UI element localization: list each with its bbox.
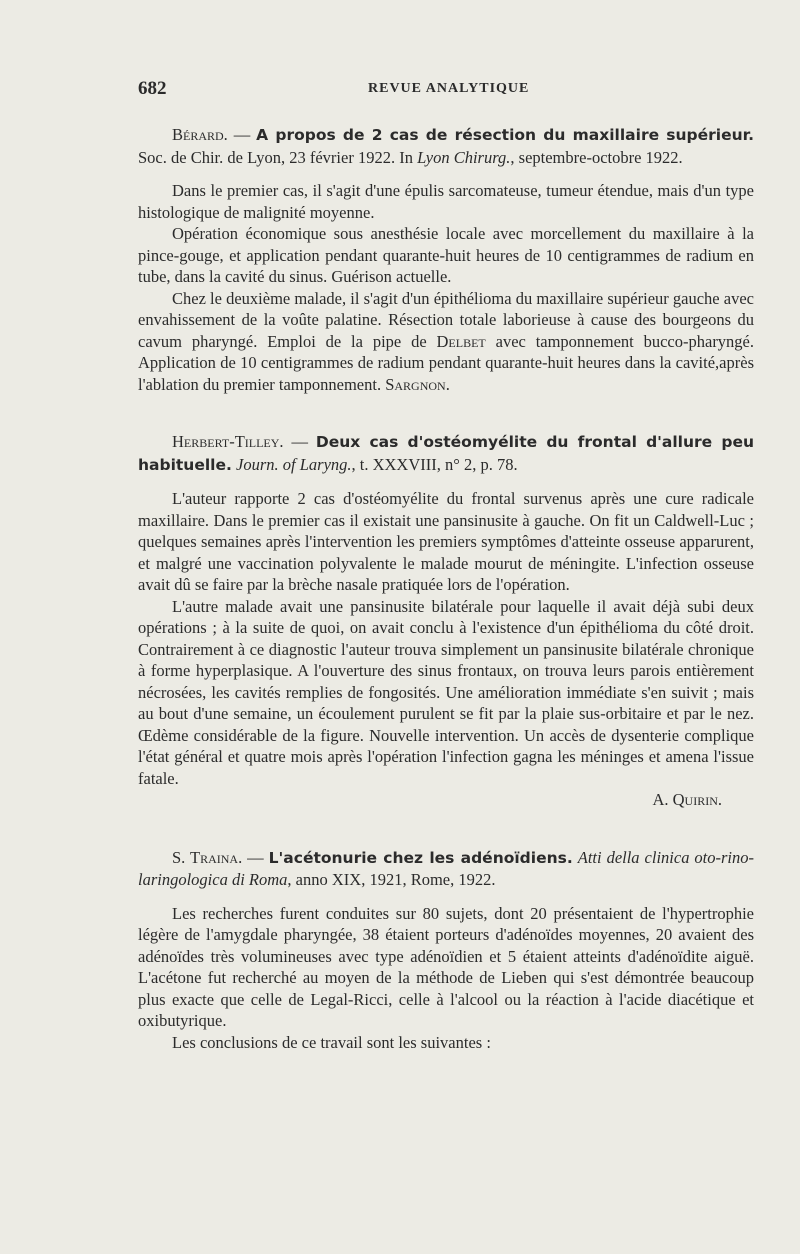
citation-details: , t. XXXVIII, n° 2, p. 78. bbox=[351, 454, 518, 474]
citation-author: S. Traina. bbox=[172, 847, 243, 867]
page-content bbox=[138, 124, 754, 1067]
running-title: REVUE ANALYTIQUE bbox=[368, 81, 530, 96]
review-entry-berard bbox=[138, 124, 754, 395]
citation bbox=[138, 124, 754, 168]
article-title: Deux cas d'ostéomyélite du frontal d'allure peu habituelle. bbox=[138, 433, 755, 474]
citation-details: , septembre-octobre 1922. bbox=[510, 147, 683, 167]
citation-details: , anno XIX, 1921, Rome, 1922. bbox=[287, 870, 496, 889]
citation-dash: — bbox=[242, 847, 269, 867]
paragraph: Dans le premier cas, il s'agit d'une épulis sarcomateuse, tumeur étendue, mais d'un type histologique de malignité moyenne. bbox=[138, 181, 754, 222]
citation-author: Herbert-Tilley. bbox=[172, 432, 284, 451]
cited-name: Delbet bbox=[436, 331, 486, 351]
citation bbox=[138, 847, 754, 891]
reviewer-signature: Sargnon. bbox=[385, 374, 450, 394]
journal-name: Lyon Chirurg. bbox=[417, 147, 511, 167]
paragraph: L'autre malade avait une pansinusite bilatérale pour laquelle il avait déjà subi deux opérations ; à la suite de quoi, on avait conclu à l'existence d'un épithélioma du côté droit. Contrairement à ce diagnostic l'auteur trouva simplement un pansinusite bilatérale chronique à forme hyperplasique. A l'ouverture des sinus frontaux, on trouva leurs parois entièrement nécrosées, les cavités remplies de fongosités. Une amélioration immédiate s'en suivit ; mais au bout d'une semaine, un écoulement purulent se fit par la plaie sus-orbitaire et par le nez. Œdème considérable de la figure. Nouvelle intervention. Un accès de dysenterie complique l'état général et quatre mois après l'opération l'infection gagna les méninges et amena l'issue fatale. bbox=[138, 596, 754, 788]
paragraph bbox=[138, 288, 754, 396]
review-entry-traina bbox=[138, 847, 754, 1054]
review-entry-herbert-tilley bbox=[138, 431, 754, 811]
paragraph-text: avec tamponnement bucco-pharyngé. Application de 10 centigrammes de radium pendant quarante-huit heures dans la cavité,après l'ablation du premier tamponnement. bbox=[138, 331, 755, 394]
paragraph: Opération économique sous anesthésie locale avec morcellement du maxillaire à la pince-gouge, et application pendant quarante-huit heures de 10 centigrammes de radium en tube, dans la cavité du sinus. Guérison actuelle. bbox=[138, 224, 754, 286]
citation-author: Bérard. bbox=[172, 125, 228, 144]
citation-dash: — bbox=[227, 125, 257, 144]
citation bbox=[138, 431, 754, 476]
paragraph: Les recherches furent conduites sur 80 sujets, dont 20 présentaient de l'hypertrophie légère de l'amygdale pharyngée, 38 étaient porteurs d'adénoïdes moyennes, 20 avaient des adénoïdes très volumineuses avec type adénoïdien et 5 étaient atteints d'adénoïdite aiguë. L'acétone fut recherché au moyen de la méthode de Lieben qui s'est démontrée beaucoup plus exacte que celle de Legal-Ricci, celle à l'alcool ou la réaction à l'acide diacétique et oxibutyrique. bbox=[138, 903, 754, 1030]
journal-name: Atti della clinica oto-rino-laringologica di Roma bbox=[138, 847, 755, 889]
reviewer-signature: A. Quirin. bbox=[652, 790, 722, 809]
page-number: 682 bbox=[138, 78, 167, 99]
page-header bbox=[138, 78, 758, 102]
journal-name: Journ. of Laryng. bbox=[236, 454, 352, 474]
article-title: A propos de 2 cas de résection du maxillaire supérieur. bbox=[256, 126, 754, 144]
paragraph-text: Chez le deuxième malade, il s'agit d'un épithélioma du maxillaire supérieur gauche avec envahissement de la voûte palatine. Résection totale laborieuse à cause des bourgeons du cavum pharyngé. Emploi de la pipe de bbox=[138, 288, 754, 351]
paragraph: L'auteur rapporte 2 cas d'ostéomyélite du frontal survenus après une cure radicale maxillaire. Dans le premier cas il existait une pansinusite à gauche. On fit un Caldwell-Luc ; quelques semaines après l'intervention les premiers symptômes d'atteinte osseuse apparurent, et malgré une vaccination polyvalente le malade mourut de méningite. L'infection osseuse avait dû se faire par la brèche nasale pratiquée lors de l'opération. bbox=[138, 489, 754, 594]
paragraph: Les conclusions de ce travail sont les suivantes : bbox=[172, 1032, 491, 1052]
article-title: L'acétonurie chez les adénoïdiens. bbox=[268, 848, 573, 867]
citation-dash: — bbox=[283, 432, 316, 451]
citation-source: Soc. de Chir. de Lyon, 23 février 1922. In bbox=[138, 147, 418, 167]
